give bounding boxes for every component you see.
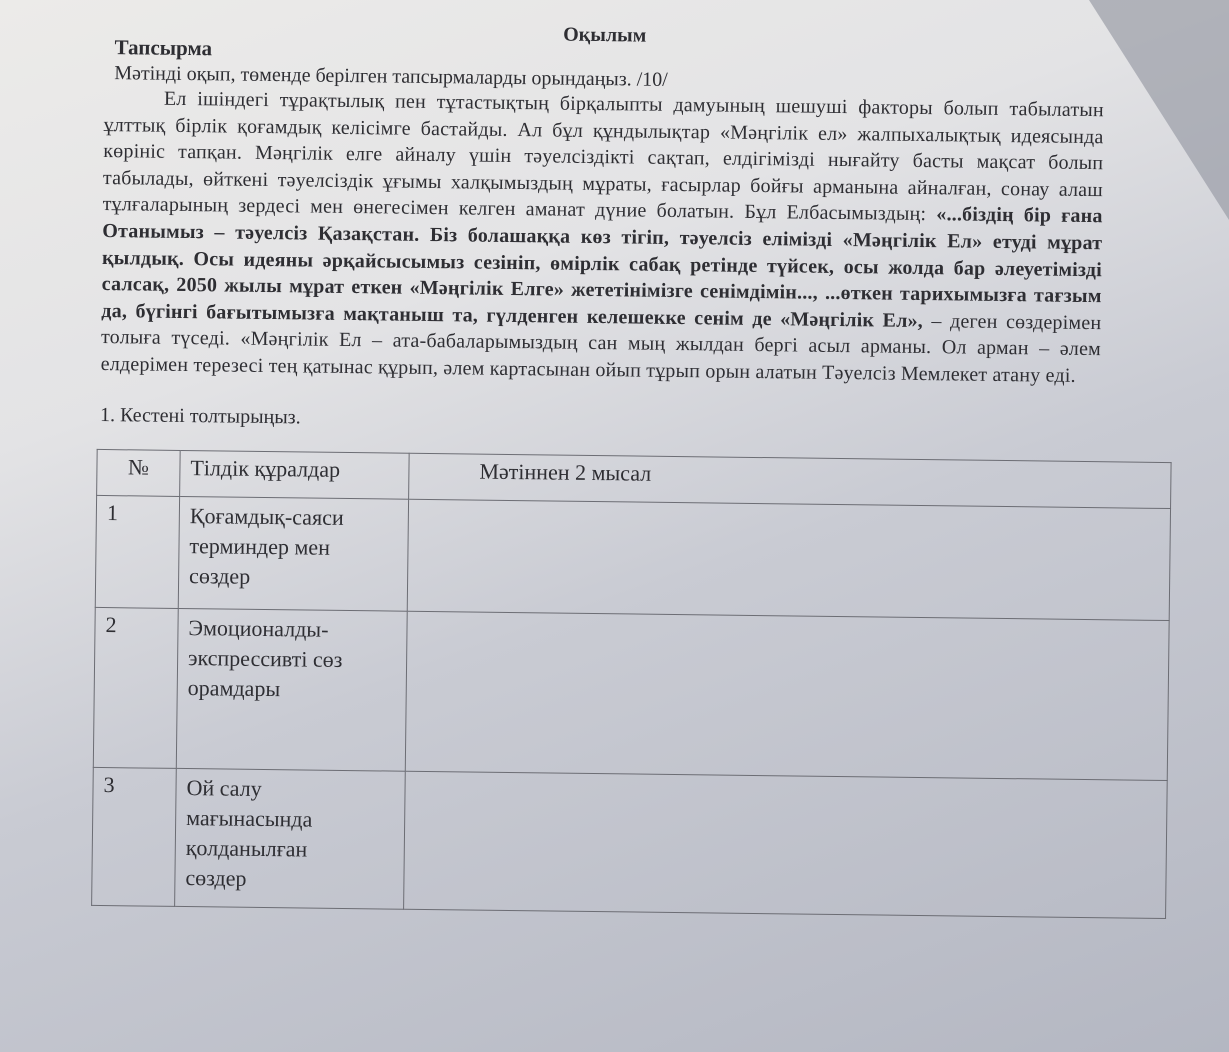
- table-row: [93, 607, 1169, 780]
- header-language-tools: Тілдік құралдар: [180, 450, 410, 499]
- row-tool-cell: [175, 768, 406, 909]
- passage-part-1: Ел ішіндегі тұрақтылық пен тұтастықтың бірқалыпты дамуының шешуші факторы болып табылатын ұлттық бірлік қоғамдық келісімге бастайды. Ал бұл құндылықтар «Мәңгілік ел» жалпыхалықтық идеясында көрініс тапқан. Мәңгілік елге айналу үшін тәуелсіздікті сақтап, елдігімізді нығайту басты мақсат болып табылады, өйткені тәуелсіздік ұғымы халқымыздың мұраты, ғасырлар бойғы арманына айналған, сонау алаш тұлғаларының зердесі мен өнегесімен келген аманат дүние болатын. Бұл Елбасымыздың:: [102, 87, 1105, 226]
- tool-label-line: экспрессивті сөз: [187, 644, 343, 672]
- corner-shadow: [1089, 0, 1229, 220]
- tool-label-line: Ой салу: [186, 774, 262, 801]
- tool-label-line: сөздер: [185, 864, 247, 891]
- tool-label-line: терминдер мен: [189, 532, 331, 560]
- table-row: [92, 767, 1168, 918]
- passage-part-2: – деген сөздерімен толыға түседі. «Мәңгілік Ел – ата-бабаларымыздың сан мың жылдан бергі асыл арманы. Ол арман – әлем елдерімен терезесі тең қатынас құрып, әлем картасынан ойып тұрып орын алатын Тәуелсіз Мемлекет атану еді.: [100, 309, 1102, 387]
- table-row: [95, 495, 1170, 620]
- paragraph-indent: [104, 104, 164, 105]
- question-1: 1. Кестені толтырыңыз.: [99, 403, 301, 428]
- reading-passage: [101, 85, 1104, 390]
- answer-table: [91, 448, 1172, 918]
- tool-label-line: қолданылған: [185, 834, 308, 862]
- tool-label-line: сөздер: [188, 562, 251, 589]
- page-title: Оқылым: [563, 23, 647, 47]
- row-num: 2: [93, 607, 178, 768]
- task-instruction: Мәтінді оқып, төменде берілген тапсырмаларды орындаңыз. /10/: [114, 62, 668, 91]
- example-answer-cell[interactable]: [405, 611, 1169, 780]
- task-title: Тапсырма: [114, 35, 213, 61]
- header-examples: Мәтіннен 2 мысал: [409, 453, 1172, 508]
- document-content: [94, 14, 1105, 918]
- header-num: №: [97, 449, 181, 496]
- row-num: 1: [95, 495, 179, 608]
- row-tool-cell: [176, 608, 407, 771]
- example-answer-cell[interactable]: [407, 499, 1170, 620]
- example-answer-cell[interactable]: [404, 771, 1168, 918]
- tool-label-line: Эмоционалды-: [188, 614, 329, 642]
- tool-label-line: орамдары: [187, 674, 281, 701]
- row-num: 3: [92, 767, 177, 906]
- passage-bold-quote: «...біздің бір ғана Отанымыз – тәуелсіз Қазақстан. Біз болашаққа көз тігіп, тәуелсіз елімізді «Мәңгілік Ел» етуді мұрат қылдық. Осы идеяны әрқайсысымыз сезініп, өмірлік сабақ ретінде түйсек, осы жолда бар әлеуетімізді салсақ, 2050 жылы мұрат еткен «Мәңгілік Елге» жететінімізге сенімдімін..., ...өткен тарихымызға тағзым да, бүгінгі бағытымызға мақтаныш та, гүлденген келешекке сенім де «Мәңгілік Ел»,: [101, 203, 1103, 332]
- tool-label-line: мағынасында: [186, 804, 313, 832]
- tool-label-line: Қоғамдық-саяси: [189, 502, 344, 530]
- row-tool-cell: [178, 496, 408, 611]
